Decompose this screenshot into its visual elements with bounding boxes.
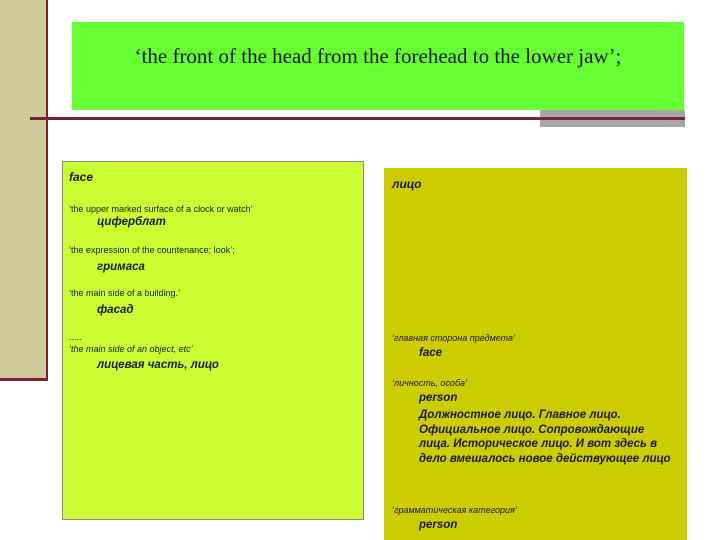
translation-person: person <box>419 392 458 404</box>
translation-face: face <box>419 347 443 359</box>
ellipsis-dots: ..... <box>69 332 82 342</box>
gloss-expression: ‘the expression of the countenance; look’; <box>69 245 235 255</box>
left-strip-border <box>46 0 48 378</box>
translation-grammatical-person: person <box>419 519 458 531</box>
translation-object: лицевая часть, лицо <box>97 359 219 371</box>
usage-examples: Должностное лицо. Главное лицо. Официальное лицо. Сопровождающие лица. Историческое лицо. И вот здесь в дело вмешалось новое действующее лицо <box>419 409 671 465</box>
left-strip-bottom-border <box>0 378 48 381</box>
left-decorative-strip <box>0 0 48 378</box>
gloss-object: ‘the main side of an object, etc’ <box>69 344 193 354</box>
slide-title: ‘the front of the head from the forehead to the lower jaw’; <box>134 44 622 68</box>
translation-clock: циферблат <box>97 216 166 228</box>
russian-meanings-panel <box>384 168 687 540</box>
gloss-main-side: ‘главная сторона предмета’ <box>392 333 516 343</box>
title-box <box>72 22 684 110</box>
gloss-building: ‘the main side of a building.’ <box>69 288 181 298</box>
gloss-grammatical: ‘грамматическая категория’ <box>392 505 517 515</box>
title-underline-rule <box>30 117 685 120</box>
translation-building: фасад <box>97 304 134 316</box>
gloss-clock: ‘the upper marked surface of a clock or watch’ <box>69 204 253 214</box>
english-heading: face <box>69 170 94 184</box>
gloss-personality: ‘личность, особа’ <box>392 378 468 388</box>
russian-heading: лицо <box>392 177 422 191</box>
english-meanings-panel <box>62 161 364 520</box>
translation-expression: гримаса <box>97 261 145 273</box>
